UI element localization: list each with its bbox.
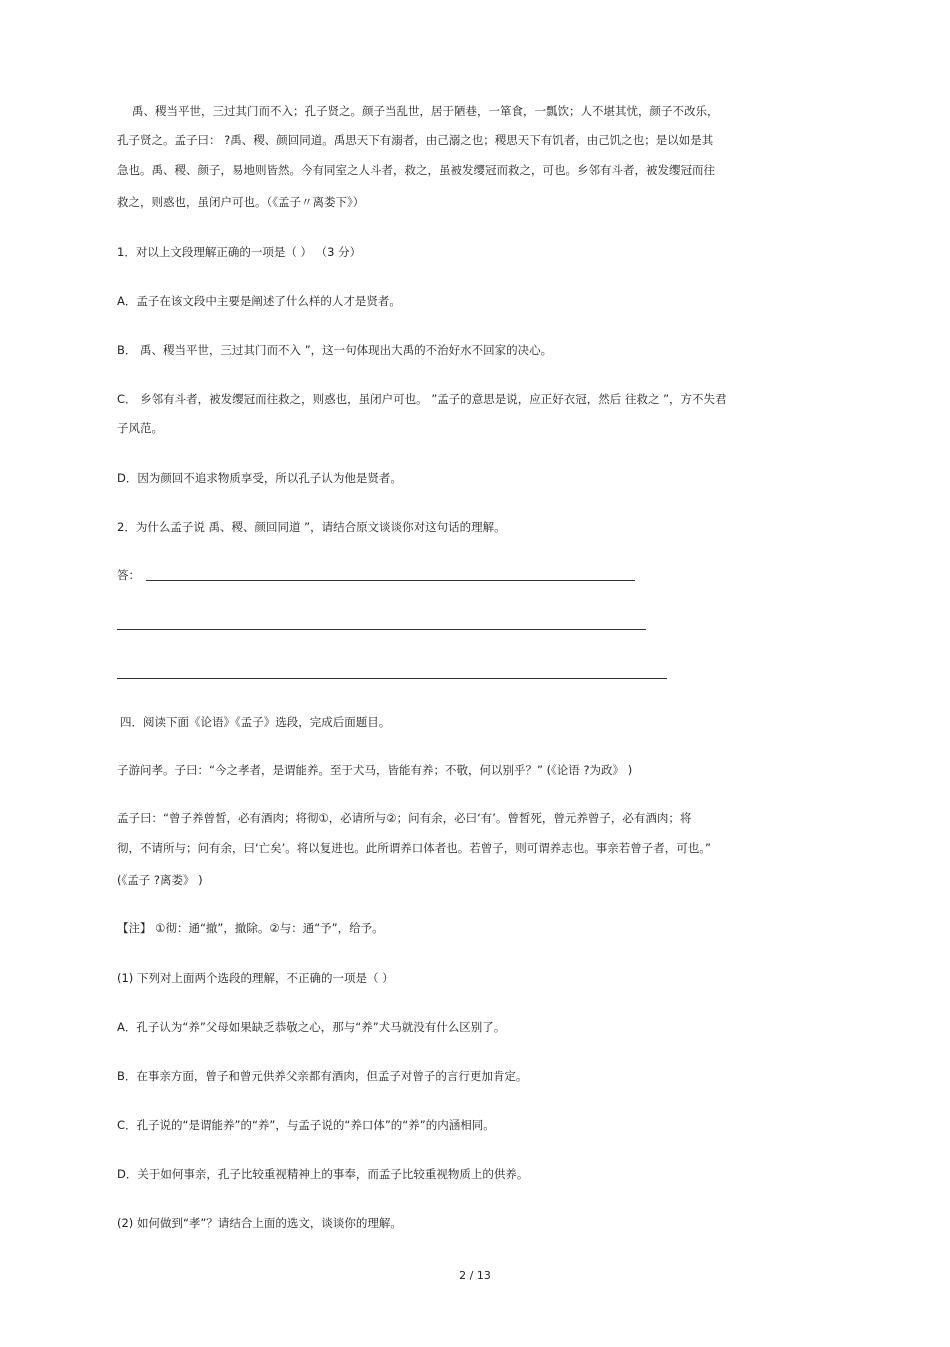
mengzi-excerpt-line-1: 孟子曰：“曾子养曾皙，必有酒肉；将彻①，必请所与②；问有余，必曰‘有’。曾皙死，曾元养曾子，必有酒肉；将 bbox=[117, 811, 692, 825]
passage-line-4: 救之，则惑也，虽闭户可也。（《孟子〃离娄下》） bbox=[117, 195, 365, 209]
subquestion-1-option-b: B．在事亲方面，曾子和曾元供养父亲都有酒肉，但孟子对曾子的言行更加肯定。 bbox=[117, 1069, 528, 1083]
answer-line-1[interactable] bbox=[146, 580, 635, 581]
passage-line-1: 禹、稷当平世，三过其门而不入；孔子贤之。颜子当乱世，居于陋巷，一箪食，一瓢饮；人不堪其忧，颜子不改乐， bbox=[132, 104, 719, 118]
subquestion-1-option-c: C．孔子说的“是谓能养”的“养”，与孟子说的“养口体”的“养”的内涵相同。 bbox=[117, 1118, 495, 1132]
answer-line-3[interactable] bbox=[117, 678, 667, 679]
mengzi-excerpt-line-2: 彻，不请所与；问有余，曰‘亡矣’。将以复进也。此所谓养口体者也。若曾子，则可谓养志也。事亲若曾子者，可也。” bbox=[117, 841, 712, 855]
answer-line-2[interactable] bbox=[117, 629, 646, 630]
question-1-option-c: C． 乡邻有斗者，被发缨冠而往救之，则惑也，虽闭户可也。 ”孟子的意思是说，应正好衣冠，然后 往救之 ”，方不失君 bbox=[117, 392, 727, 406]
lunyu-excerpt: 子游问孝。子曰：“今之孝者，是谓能养。至于犬马，皆能有养；不敬，何以别乎？” (《论语 ?为政》 ) bbox=[117, 763, 633, 777]
subquestion-1-option-a: A．孔子认为“养”父母如果缺乏恭敬之心，那与“养”犬马就没有什么区别了。 bbox=[117, 1020, 506, 1034]
section-4-heading: 四．阅读下面《论语》《孟子》选段，完成后面题目。 bbox=[120, 715, 391, 729]
subquestion-1-option-d: D．关于如何事亲，孔子比较重视精神上的事奉，而孟子比较重视物质上的供养。 bbox=[117, 1167, 529, 1181]
annotation-note: 【注】 ①彻：通“撤”，撤除。②与：通“予”，给予。 bbox=[117, 921, 384, 935]
passage-line-3: 急也。禹、稷、颜子，易地则皆然。今有同室之人斗者，救之，虽被发缨冠而救之，可也。乡邻有斗者，被发缨冠而往 bbox=[117, 163, 715, 177]
passage-line-2: 孔子贤之。孟子曰： ?禹、稷、颜回同道。禹思天下有溺者，由己溺之也；稷思天下有饥者，由己饥之也；是以如是其 bbox=[117, 133, 714, 147]
subquestion-1-stem: (1) 下列对上面两个选段的理解，不正确的一项是（ ） bbox=[117, 971, 394, 985]
question-1-option-b: B． 禹、稷当平世，三过其门而不入 ”，这一句体现出大禹的不治好水不回家的决心。 bbox=[117, 343, 553, 357]
page-number: 2 / 13 bbox=[459, 1269, 491, 1282]
question-2-stem: 2．为什么孟子说 禹、稷、颜回同道 ”，请结合原文谈谈你对这句话的理解。 bbox=[117, 520, 506, 534]
subquestion-2-stem: (2) 如何做到“孝”？请结合上面的选文，谈谈你的理解。 bbox=[117, 1216, 402, 1230]
mengzi-excerpt-source: (《孟子 ?离娄》 ) bbox=[117, 873, 203, 887]
question-1-option-d: D．因为颜回不追求物质享受，所以孔子认为他是贤者。 bbox=[117, 471, 402, 485]
question-1-option-a: A．孟子在该文段中主要是阐述了什么样的人才是贤者。 bbox=[117, 294, 401, 308]
answer-label: 答： bbox=[117, 568, 140, 582]
question-1-option-c-continued: 子风范。 bbox=[117, 421, 163, 435]
question-1-stem: 1．对以上文段理解正确的一项是（ ） （3 分） bbox=[117, 245, 362, 259]
